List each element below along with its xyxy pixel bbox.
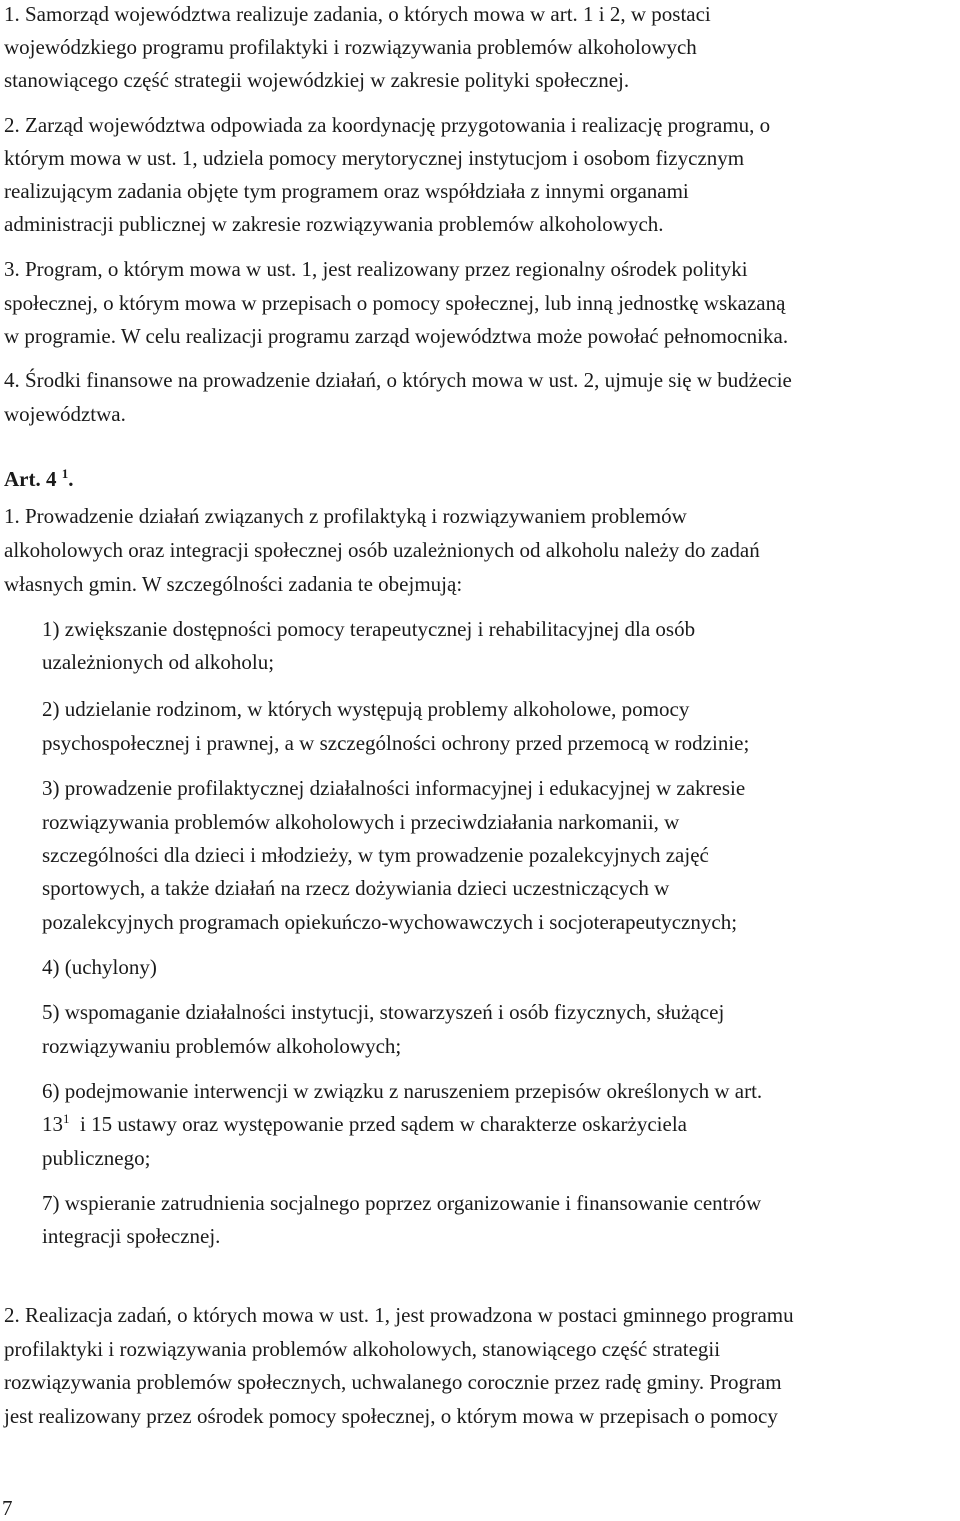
page-number: 7 [2,1496,13,1520]
article-heading-main: Art. 4 [4,467,57,491]
list-item-line: psychospołecznej i prawnej, a w szczególności ochrony przed przemocą w rodzinie; [42,731,750,755]
list-item-line: 7) wspieranie zatrudnienia socjalnego poprzez organizowanie i finansowanie centrów [42,1191,762,1215]
text-line: 2. Realizacja zadań, o których mowa w ust. 1, jest prowadzona w postaci gminnego programu [4,1303,794,1327]
text-line: 4. Środki finansowe na prowadzenie działań, o których mowa w ust. 2, ujmuje się w budżecie [4,368,792,392]
text-line: województwa. [4,402,126,426]
list-item-line: 3) prowadzenie profilaktycznej działalności informacyjnej i edukacyjnej w zakresie [42,776,746,800]
list-item-line: rozwiązywaniu problemów alkoholowych; [42,1034,402,1058]
list-item-line: sportowych, a także działań na rzecz dożywiania dzieci uczestniczących w [42,876,670,900]
text-line: 1. Samorząd województwa realizuje zadania, o których mowa w art. 1 i 2, w postaci [4,2,711,26]
text-line: administracji publicznej w zakresie rozwiązywania problemów alkoholowych. [4,212,664,236]
article-heading-sup: 1 [61,466,69,481]
list-item-text: i 15 ustawy oraz występowanie przed sądem w charakterze oskarżyciela [80,1112,687,1136]
list-item-line: szczególności dla dzieci i młodzieży, w tym prowadzenie pozalekcyjnych zajęć [42,843,709,867]
text-line: rozwiązywania problemów społecznych, uchwalanego corocznie przez radę gminy. Program [4,1370,782,1394]
text-line: społecznej, o którym mowa w przepisach o pomocy społecznej, lub inną jednostkę wskazaną [4,291,786,315]
text-line: 2. Zarząd województwa odpowiada za koordynację przygotowania i realizację programu, o [4,113,771,137]
text-line: własnych gmin. W szczególności zadania te obejmują: [4,572,463,596]
text-line: w programie. W celu realizacji programu zarząd województwa może powołać pełnomocnika. [4,324,789,348]
list-item-line: integracji społecznej. [42,1224,221,1248]
list-item-line: 2) udzielanie rodzinom, w których występują problemy alkoholowe, pomocy [42,697,690,721]
text-line: profilaktyki i rozwiązywania problemów alkoholowych, stanowiącego część strategii [4,1337,721,1361]
text-line: którym mowa w ust. 1, udziela pomocy merytorycznej instytucjom i osobom fizycznym [4,146,745,170]
text-line: realizującym zadania objęte tym programem oraz współdziała z innymi organami [4,179,689,203]
article-ref-number: 13 [42,1112,63,1136]
text-line: 3. Program, o którym mowa w ust. 1, jest realizowany przez regionalny ośrodek polityki [4,257,748,281]
article-ref-sup: 1 [63,1111,70,1126]
list-item-line: 4) (uchylony) [42,955,157,979]
text-line: wojewódzkiego programu profilaktyki i rozwiązywania problemów alkoholowych [4,35,697,59]
list-item-line: pozalekcyjnych programach opiekuńczo-wychowawczych i socjoterapeutycznych; [42,910,738,934]
text-line: stanowiącego część strategii wojewódzkiej w zakresie polityki społecznej. [4,68,630,92]
list-item-line: 6) podejmowanie interwencji w związku z naruszeniem przepisów określonych w art. [42,1079,763,1103]
article-heading [4,465,73,493]
text-line: alkoholowych oraz integracji społecznej osób uzależnionych od alkoholu należy do zadań [4,538,760,562]
text-line: 1. Prowadzenie działań związanych z profilaktyką i rozwiązywaniem problemów [4,504,687,528]
list-item-line: 5) wspomaganie działalności instytucji, stowarzyszeń i osób fizycznych, służącej [42,1000,725,1024]
text-line: jest realizowany przez ośrodek pomocy społecznej, o którym mowa w przepisach o pomocy [4,1404,778,1428]
list-item-line: rozwiązywania problemów alkoholowych i przeciwdziałania narkomanii, w [42,810,680,834]
list-item-line [42,1110,687,1138]
list-item-line: 1) zwiększanie dostępności pomocy terapeutycznej i rehabilitacyjnej dla osób [42,617,696,641]
list-item-line: uzależnionych od alkoholu; [42,650,275,674]
list-item-line: publicznego; [42,1146,151,1170]
article-heading-end: . [68,467,74,491]
